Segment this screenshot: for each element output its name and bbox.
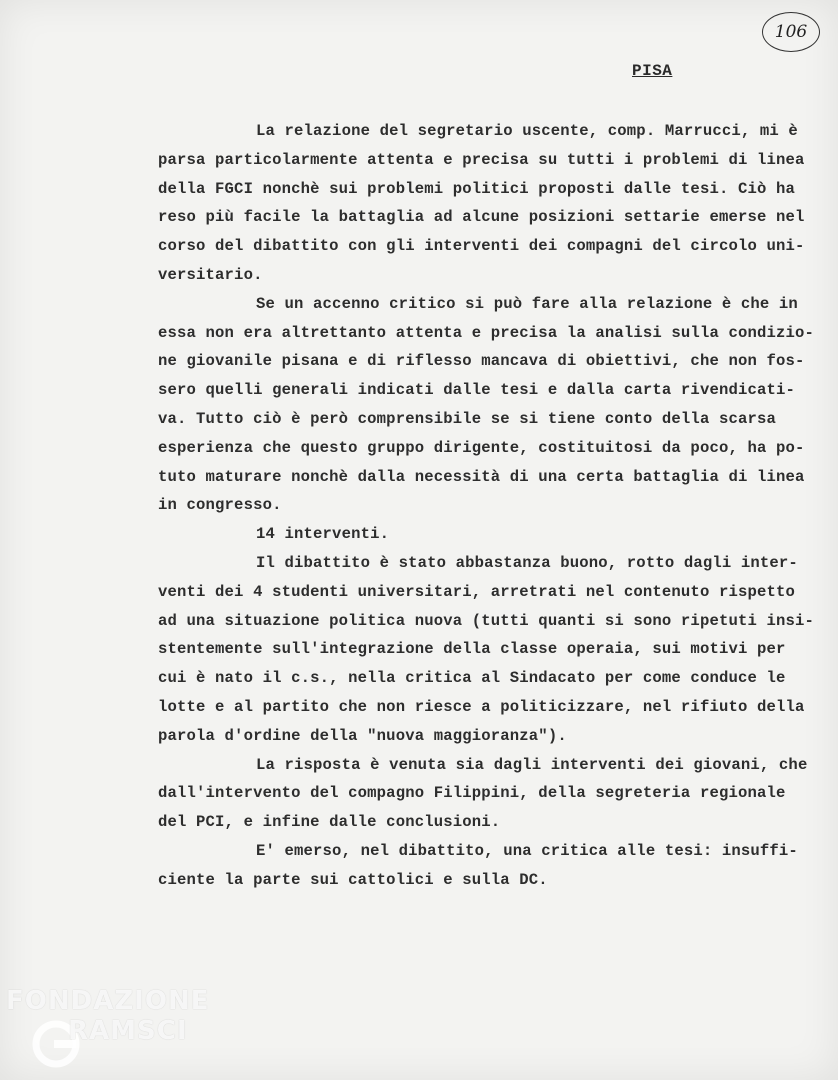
page-number-circle	[762, 12, 820, 52]
watermark	[6, 988, 209, 1044]
text-line: parola d'ordine della "nuova maggioranza").	[158, 726, 567, 745]
text-line: venti dei 4 studenti universitari, arretrati nel contenuto rispetto	[158, 582, 796, 601]
text-line: in congresso.	[158, 496, 282, 515]
watermark-line-1: FONDAZIONE	[6, 986, 210, 1016]
text-line: cui è nato il c.s., nella critica al Sindacato per come conduce le	[158, 669, 786, 688]
text-line: lotte e al partito che non riesce a politicizzare, nel rifiuto della	[158, 697, 805, 716]
document-body	[158, 117, 820, 895]
watermark-line-2: RAMSCI	[68, 1016, 188, 1046]
paragraph	[158, 290, 820, 520]
text-line: stentemente sull'integrazione della classe operaia, sui motivi per	[158, 640, 786, 659]
text-line: La relazione del segretario uscente, comp. Marrucci, mi è	[256, 122, 798, 140]
paragraph	[158, 520, 820, 549]
text-line: ad una situazione politica nuova (tutti quanti si sono ripetuti insi-	[158, 611, 815, 630]
text-line: versitario.	[158, 265, 263, 284]
text-line: esperienza che questo gruppo dirigente, costituitosi da poco, ha po-	[158, 438, 805, 457]
paragraph	[158, 751, 820, 837]
text-line: E' emerso, nel dibattito, una critica alle tesi: insuffi-	[256, 841, 798, 860]
page-number: 106	[774, 22, 808, 42]
text-line: va. Tutto ciò è però comprensibile se si tiene conto della scarsa	[158, 409, 777, 428]
text-line: sero quelli generali indicati dalle tesi e dalla carta rivendicati-	[158, 381, 796, 400]
text-line: Se un accenno critico si può fare alla relazione è che in	[256, 294, 798, 313]
text-line: ne giovanile pisana e di riflesso mancava di obiettivi, che non fos-	[158, 352, 805, 371]
text-line: reso più facile la battaglia ad alcune posizioni settarie emerse nel	[158, 208, 805, 227]
paragraph	[158, 549, 820, 751]
text-line: del PCI, e infine dalle conclusioni.	[158, 813, 501, 832]
text-line: La risposta è venuta sia dagli interventi dei giovani, che	[256, 755, 808, 774]
text-line: corso del dibattito con gli interventi dei compagni del circolo uni-	[158, 237, 805, 256]
page-title: PISA	[632, 62, 673, 80]
text-line: tuto maturare nonchè dalla necessità di una certa battaglia di linea	[158, 467, 805, 486]
paragraph	[158, 837, 820, 895]
text-line: Il dibattito è stato abbastanza buono, rotto dagli inter-	[256, 553, 798, 572]
text-line: essa non era altrettanto attenta e precisa la analisi sulla condizio-	[158, 323, 815, 342]
text-line: della FGCI nonchè sui problemi politici proposti dalle tesi. Ciò ha	[158, 179, 796, 198]
paragraph	[158, 117, 820, 290]
text-line: 14 interventi.	[256, 525, 390, 544]
text-line: ciente la parte sui cattolici e sulla DC.	[158, 870, 548, 889]
text-line: dall'intervento del compagno Filippini, della segreteria regionale	[158, 784, 786, 803]
text-line: parsa particolarmente attenta e precisa su tutti i problemi di linea	[158, 150, 805, 169]
